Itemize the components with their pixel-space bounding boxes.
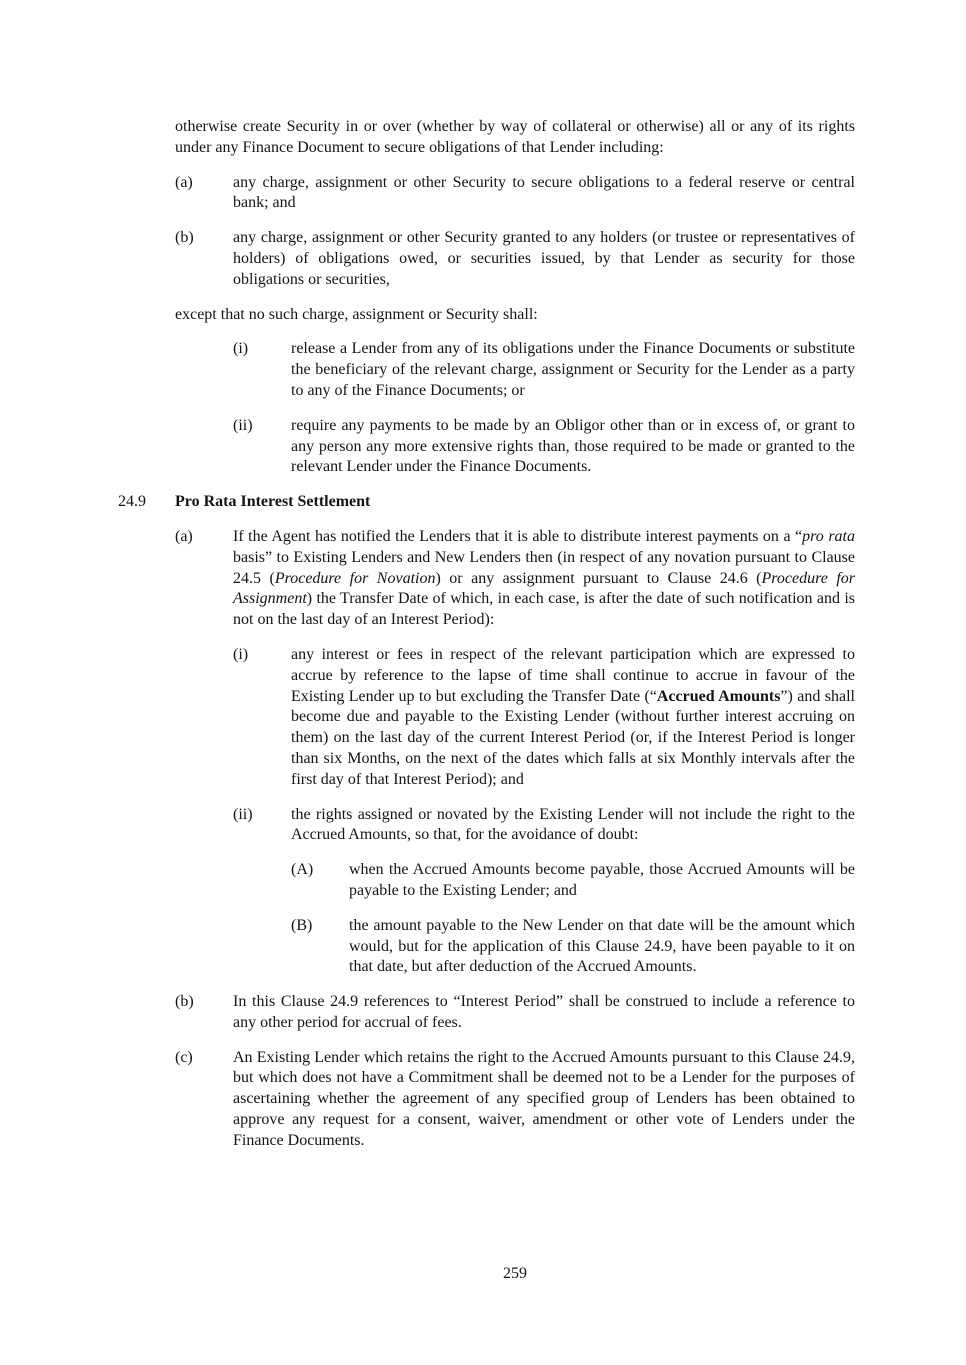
- list-item: [175, 416, 855, 478]
- paragraph-text: any interest or fees in respect of the relevant participation which are expressed to accrue by reference to the lapse of time shall continue to accrue in favour of the Existing Lender up to but excluding the Transfer Date (“Accrued Amounts”) and shall become due and payable to the Existing Lender (without further interest accruing on them) on the last day of the current Interest Period (or, if the Interest Period is longer than six Months, on the next of the dates which falls at six Monthly intervals after the first day of that Interest Period); and: [291, 645, 856, 788]
- paragraph: [175, 117, 855, 159]
- list-marker: (b): [175, 993, 194, 1011]
- paragraph-text: If the Agent has notified the Lenders that it is able to distribute interest payments on a “pro rata basis” to Existing Lenders and New Lenders then (in respect of any novation pursuant to Clause 24.5 (Procedure for Novation) or any assignment pursuant to Clause 24.6 (Procedure for Assignment) the Transfer Date of which, in each case, is after the date of such notification and is not on the last day of an Interest Period):: [233, 527, 856, 629]
- list-item: [175, 860, 855, 902]
- paragraph-text: require any payments to be made by an Obligor other than or in excess of, or grant to any person any more extensive rights than, those required to be made or granted to the relevant Lender under the Finance Documents.: [291, 416, 855, 476]
- list-marker: (b): [175, 229, 194, 247]
- page-number: 259: [503, 1265, 527, 1282]
- paragraph-text: otherwise create Security in or over (whether by way of collateral or otherwise) all or any of its rights under any Finance Document to secure obligations of that Lender including:: [175, 118, 855, 156]
- list-marker: (a): [175, 527, 193, 545]
- list-item: [175, 805, 855, 847]
- list-item: [175, 916, 855, 978]
- document-body: [118, 117, 856, 1166]
- list-item: [175, 173, 855, 215]
- paragraph: [175, 305, 855, 326]
- list-marker: (i): [233, 645, 249, 663]
- clause-number: 24.9: [118, 493, 146, 511]
- paragraph-text: release a Lender from any of its obligations under the Finance Documents or substitute the beneficiary of the relevant charge, assignment or Security for the Lender as a party to any of the Finance Documents; or: [291, 340, 855, 399]
- paragraph-text: when the Accrued Amounts become payable, those Accrued Amounts will be payable to the Existing Lender; and: [349, 861, 855, 899]
- list-item: [175, 1048, 855, 1152]
- paragraph-text: the rights assigned or novated by the Existing Lender will not include the right to the Accrued Amounts, so that, for the avoidance of doubt:: [291, 805, 855, 844]
- list-item: [175, 339, 855, 401]
- paragraph-text: any charge, assignment or other Security to secure obligations to a federal reserve or central bank; and: [233, 173, 855, 212]
- list-marker: (B): [291, 916, 313, 934]
- paragraph-text: the amount payable to the New Lender on that date will be the amount which would, but for the application of this Clause 24.9, have been payable to it on that date, but after deduction of the Accrued Amounts.: [349, 916, 855, 976]
- list-marker: (i): [233, 340, 249, 358]
- paragraph-text: In this Clause 24.9 references to “Interest Period” shall be construed to include a reference to any other period for accrual of fees.: [233, 993, 855, 1031]
- paragraph-text: An Existing Lender which retains the right to the Accrued Amounts pursuant to this Clause 24.9, but which does not have a Commitment shall be deemed not to be a Lender for the purposes of ascertaining whether the agreement of any specified group of Lenders has been obtained to approve any request for a consent, waiver, amendment or other vote of Lenders under the Finance Documents.: [233, 1048, 855, 1149]
- list-marker: (a): [175, 173, 193, 191]
- clause-heading: [118, 492, 855, 513]
- list-marker: (c): [175, 1048, 193, 1066]
- list-item: [175, 645, 855, 791]
- list-marker: (ii): [233, 805, 253, 823]
- list-item: [175, 527, 855, 631]
- list-item: [175, 992, 855, 1034]
- list-marker: (ii): [233, 416, 253, 434]
- list-marker: (A): [291, 861, 314, 879]
- clause-title: Pro Rata Interest Settlement: [175, 493, 371, 511]
- paragraph-text: except that no such charge, assignment or Security shall:: [175, 305, 538, 323]
- paragraph-text: any charge, assignment or other Security granted to any holders (or trustee or representatives of holders) of obligations owed, or securities issued, by that Lender as security for those obligations or securities,: [233, 229, 855, 288]
- list-item: [175, 228, 855, 290]
